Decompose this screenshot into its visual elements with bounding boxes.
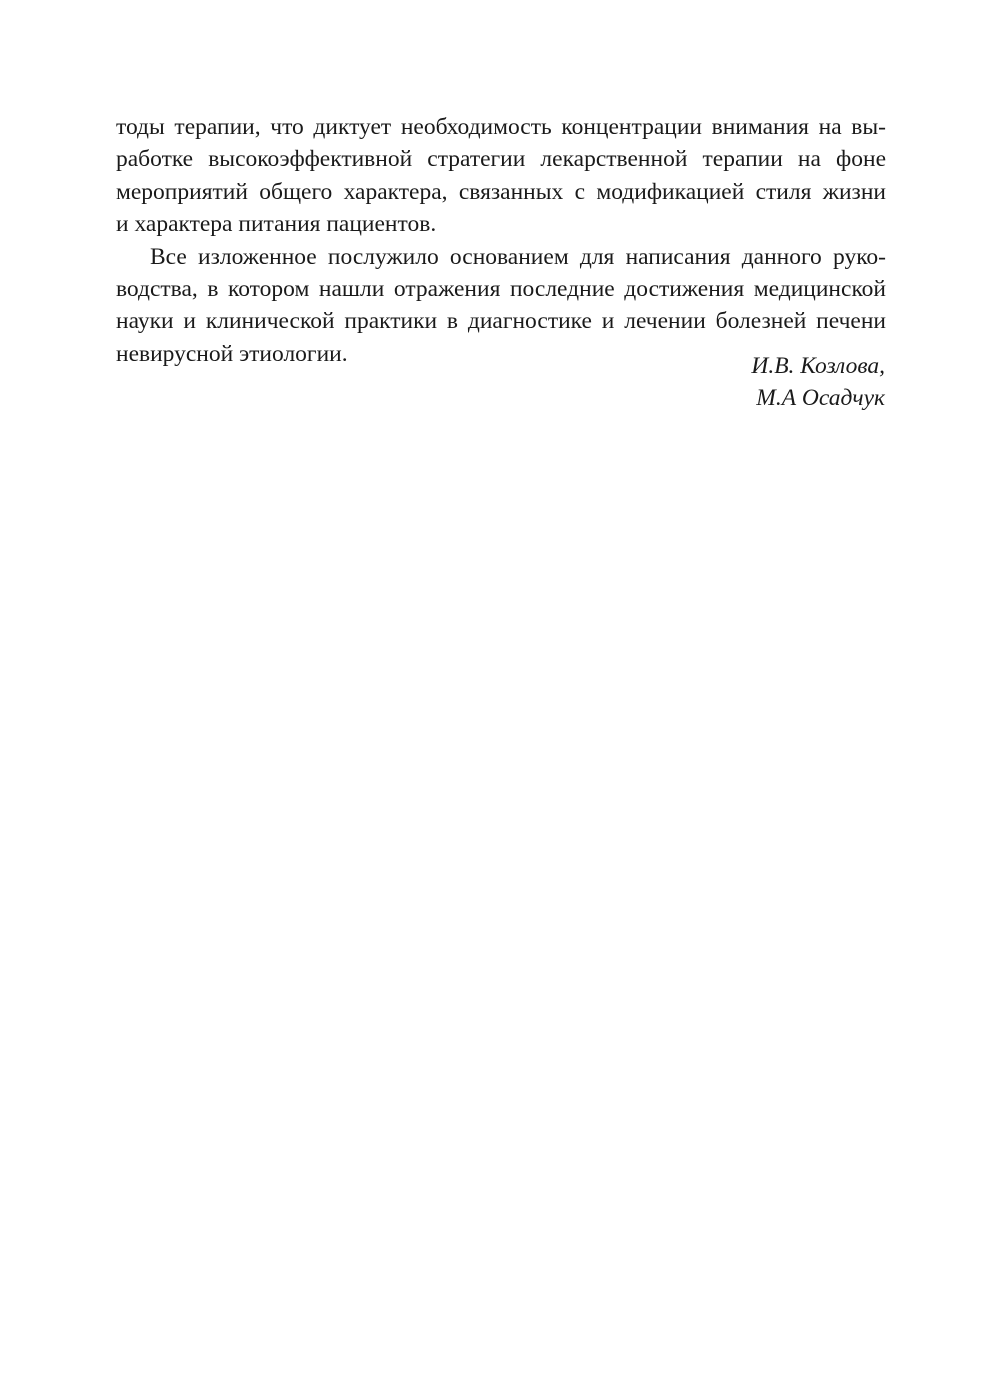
text-line: невирусной этиологии. <box>116 340 348 367</box>
text-line: науки и клинической практики в диагностике и лечении болезней печени <box>116 308 886 335</box>
text-line: водства, в котором нашли отражения последние достижения медицинской <box>116 276 886 303</box>
author-name: М.А Осадчук <box>756 385 885 412</box>
text-line: мероприятий общего характера, связанных с модификацией стиля жизни <box>116 178 886 205</box>
text-line: работке высокоэффективной стратегии лекарственной терапии на фоне <box>116 146 886 173</box>
text-line: Все изложенное послужило основанием для написания данного руко- <box>150 243 886 270</box>
body-text <box>116 111 886 370</box>
author-signature <box>751 350 885 415</box>
author-name: И.В. Козлова, <box>751 353 885 379</box>
text-line: и характера питания пациентов. <box>116 211 437 238</box>
paragraph <box>116 111 886 241</box>
text-line: тоды терапии, что диктует необходимость концентрации внимания на вы- <box>116 114 886 140</box>
